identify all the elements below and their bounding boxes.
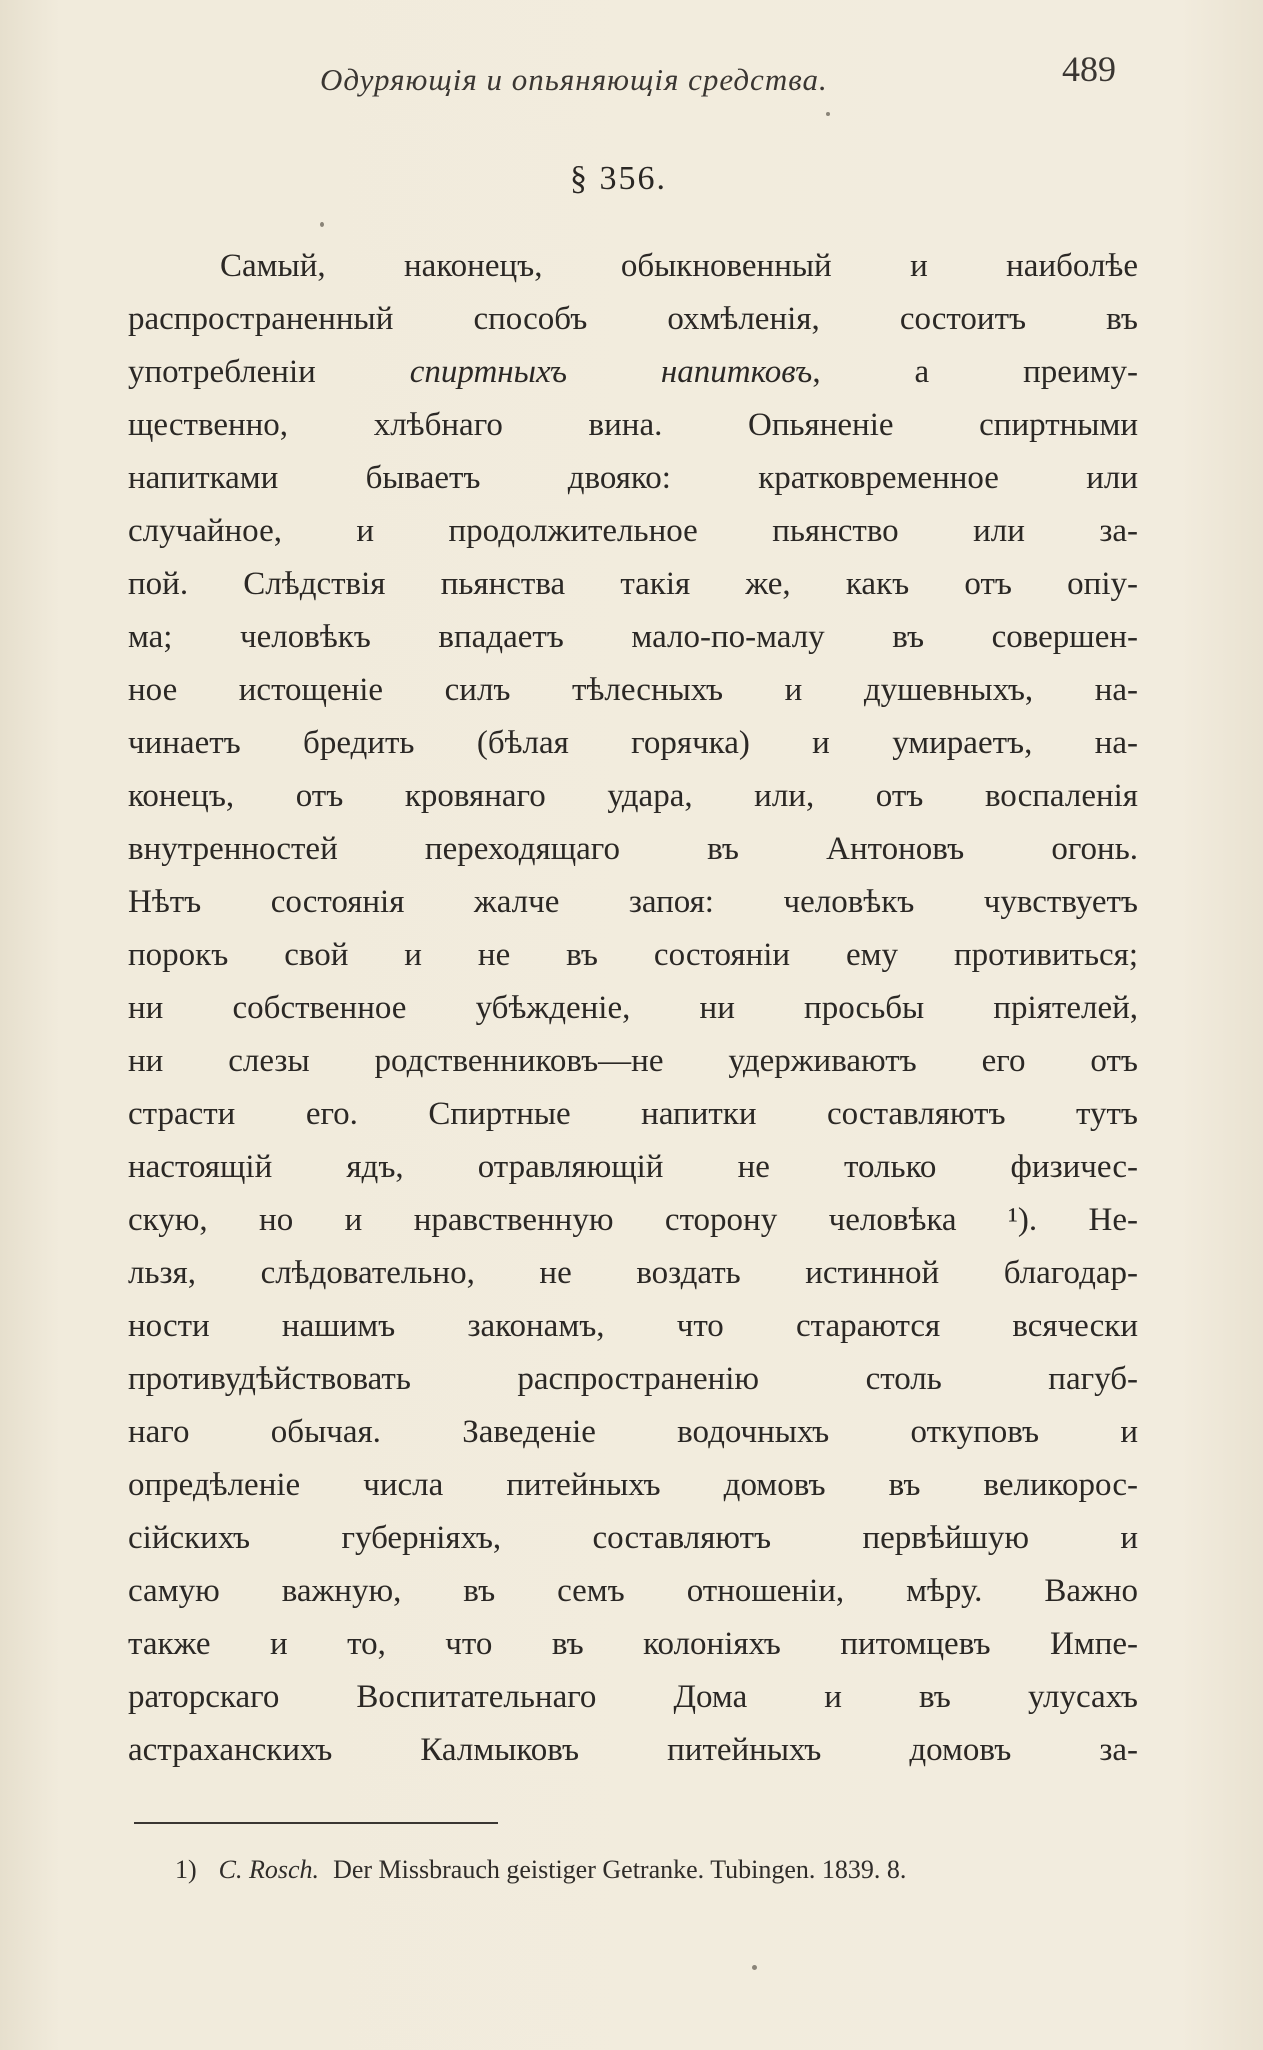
running-title: Одуряющія и опьяняющія средства. — [320, 62, 828, 97]
text-line: страсти его. Спиртные напитки составляютъ тутъ — [128, 1096, 1138, 1132]
footnote-divider — [134, 1822, 498, 1824]
text-line: противудѣйствовать распространенію столь пагуб- — [128, 1361, 1138, 1397]
text-line: внутренностей переходящаго въ Антоновъ огонь. — [128, 831, 1138, 867]
text-line: сійскихъ губерніяхъ, составляютъ первѣйшую и — [128, 1520, 1138, 1556]
text-line: ное истощеніе силъ тѣлесныхъ и душевныхъ, на- — [128, 672, 1138, 708]
page-number: 489 — [1062, 49, 1116, 89]
text-line: случайное, и продолжительное пьянство или за- — [128, 513, 1138, 549]
text-line: напитками бываетъ двояко: кратковременное или — [128, 460, 1138, 496]
text-line: распространенный способъ охмѣленія, состоитъ въ — [128, 301, 1138, 337]
text-line: самую важную, въ семъ отношеніи, мѣру. Важно — [128, 1573, 1138, 1609]
text-line: раторскаго Воспитательнаго Дома и въ улусахъ — [128, 1679, 1138, 1715]
paragraph-body — [128, 240, 1138, 1777]
text-line: пой. Слѣдствія пьянства такія же, какъ отъ опіу- — [128, 566, 1138, 602]
text-line: настоящій ядъ, отравляющій не только физичес- — [128, 1149, 1138, 1185]
text-line: ности нашимъ законамъ, что стараются всячески — [128, 1308, 1138, 1344]
text-line: льзя, слѣдовательно, не воздать истинной благодар- — [128, 1255, 1138, 1291]
text-line: ни собственное убѣжденіе, ни просьбы пріятелей, — [128, 990, 1138, 1026]
text-line: чинаетъ бредить (бѣлая горячка) и умираетъ, на- — [128, 725, 1138, 761]
text-line: опредѣленіе числа питейныхъ домовъ въ великорос- — [128, 1467, 1138, 1503]
text-line: скую, но и нравственную сторону человѣка ¹). Не- — [128, 1202, 1138, 1238]
text-line: конецъ, отъ кровянаго удара, или, отъ воспаленія — [128, 778, 1138, 814]
text-line: также и то, что въ колоніяхъ питомцевъ Импе- — [128, 1626, 1138, 1662]
text-line: ма; человѣкъ впадаетъ мало-по-малу въ совершен- — [128, 619, 1138, 655]
text-line: наго обычая. Заведеніе водочныхъ откуповъ и — [128, 1414, 1138, 1450]
footnote-marker: 1) — [175, 1855, 197, 1884]
text-line: щественно, хлѣбнаго вина. Опьяненіе спиртными — [128, 407, 1138, 443]
paper-speck — [752, 1965, 757, 1970]
footnote-text: Der Missbrauch geistiger Getranke. Tubingen. 1839. 8. — [333, 1855, 907, 1884]
section-number: § 356. — [570, 160, 667, 197]
text-line: астраханскихъ Калмыковъ питейныхъ домовъ за- — [128, 1732, 1138, 1768]
text-line: Нѣтъ состоянія жалче запоя: человѣкъ чувствуетъ — [128, 884, 1138, 920]
text-line: употребленіи спиртныхъ напитковъ, а преиму- — [128, 354, 1138, 390]
text-line: порокъ свой и не въ состояніи ему противиться; — [128, 937, 1138, 973]
footnote — [175, 1855, 906, 1885]
paper-speck — [826, 112, 830, 116]
text-line: ни слезы родственниковъ—не удерживаютъ его отъ — [128, 1043, 1138, 1079]
paper-speck — [320, 222, 324, 227]
text-line: Самый, наконецъ, обыкновенный и наиболѣе — [220, 248, 1138, 284]
footnote-author: C. Rosch. — [218, 1855, 320, 1884]
